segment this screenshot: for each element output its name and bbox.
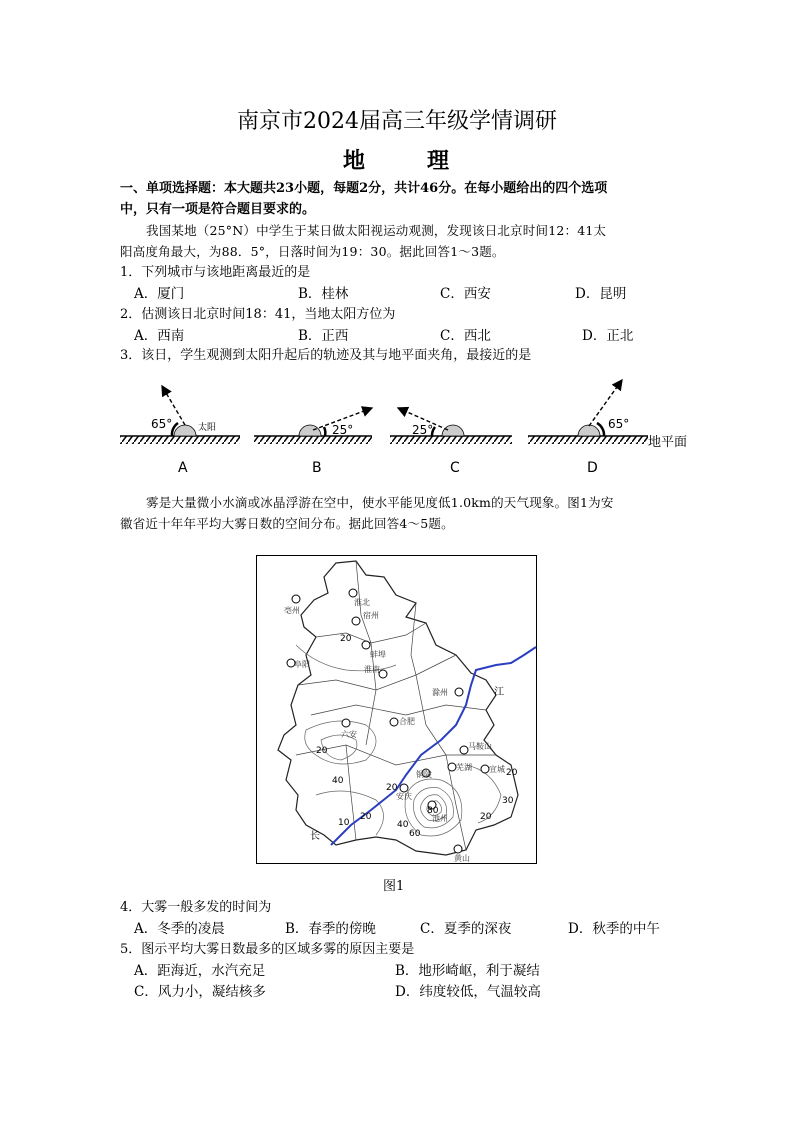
passage-1-line: 阳高度角最大，为88．5°，日落时间为19：30。据此回答1～3题。 xyxy=(120,244,505,259)
city-label: 淮北 xyxy=(354,598,370,607)
question-3-stem: 3．该日，学生观测到太阳升起后的轨迹及其与地平面夹角，最接近的是 xyxy=(120,348,532,363)
contour-label: 20 xyxy=(480,812,492,822)
passage-1-line: 我国某地（25°N）中学生于某日做太阳视运动观测，发现该日北京时间12：41太 xyxy=(146,223,607,238)
q1-option-a[interactable]: A．厦门 xyxy=(134,286,185,302)
city-label: 黄山 xyxy=(454,854,470,863)
sun-path-diagram xyxy=(110,370,700,482)
question-1-stem: 1．下列城市与该地距离最近的是 xyxy=(120,265,311,280)
city-label: 六安 xyxy=(341,730,357,739)
city-label: 安庆 xyxy=(396,792,412,801)
figure-caption: 图1 xyxy=(383,879,405,894)
question-5-stem: 5．图示平均大雾日数最多的区域多雾的原因主要是 xyxy=(120,942,415,957)
contour-label: 20 xyxy=(506,768,518,778)
panel-d[interactable] xyxy=(528,380,687,476)
contour-label: 20 xyxy=(340,634,352,644)
contour-label: 40 xyxy=(332,776,344,786)
city-label: 宿州 xyxy=(363,611,379,620)
panel-label-c: C xyxy=(450,460,460,476)
panel-label-b: B xyxy=(312,460,322,476)
contour-label: 80 xyxy=(427,806,439,816)
q5-option-a[interactable]: A．距海近，水汽充足 xyxy=(134,963,266,979)
q1-option-d[interactable]: D．昆明 xyxy=(575,286,627,302)
contour-label: 20 xyxy=(360,812,372,822)
angle-label-a: 65° xyxy=(151,417,173,431)
contour-label: 20 xyxy=(316,746,328,756)
q2-option-b[interactable]: B．正西 xyxy=(298,328,349,344)
q4-option-a[interactable]: A．冬季的凌晨 xyxy=(134,921,225,937)
contour-label: 10 xyxy=(338,818,350,828)
panel-label-a: A xyxy=(178,460,188,476)
sun-label: 太阳 xyxy=(198,423,217,433)
section-heading: 一、单项选择题：本大题共23小题，每题2分，共计46分。在每小题给出的四个选项 xyxy=(120,181,608,196)
panel-b[interactable] xyxy=(254,408,372,476)
q2-option-a[interactable]: A．西南 xyxy=(134,328,185,344)
subject-char: 地 xyxy=(342,148,367,174)
city-label: 亳州 xyxy=(284,606,300,615)
city-label: 淮南 xyxy=(364,665,380,674)
passage-2-line: 雾是大量微小水滴或冰晶浮游在空中，使水平能见度低1.0km的天气现象。图1为安 xyxy=(146,495,614,510)
q4-option-d[interactable]: D．秋季的中午 xyxy=(568,921,660,937)
contour-label: 60 xyxy=(409,829,421,839)
city-label: 阜阳 xyxy=(294,660,310,669)
question-4-stem: 4．大雾一般多发的时间为 xyxy=(120,900,272,915)
panel-c[interactable] xyxy=(390,408,512,476)
horizon-label: 地平面 xyxy=(648,435,688,450)
q4-option-c[interactable]: C．夏季的深夜 xyxy=(420,921,512,937)
contour-label: 40 xyxy=(397,820,409,830)
river-label: 江 xyxy=(494,687,504,698)
panel-a[interactable] xyxy=(120,386,240,476)
contour-label: 30 xyxy=(502,796,514,806)
river-label: 长 xyxy=(310,831,320,842)
page-title: 南京市2024届高三年级学情调研 xyxy=(237,109,557,134)
q2-option-d[interactable]: D．正北 xyxy=(582,328,634,344)
city-label: 池州 xyxy=(432,814,448,823)
city-label: 铜陵 xyxy=(416,770,432,779)
passage-2-line: 徽省近十年年平均大雾日数的空间分布。据此回答4～5题。 xyxy=(120,516,454,531)
q5-option-d[interactable]: D．纬度较低，气温较高 xyxy=(395,984,541,1000)
q5-option-c[interactable]: C．风力小，凝结核多 xyxy=(134,984,266,1000)
contour-label: 20 xyxy=(386,783,398,793)
q5-option-b[interactable]: B．地形崎岖，利于凝结 xyxy=(395,963,540,979)
city-label: 宣城 xyxy=(489,765,505,774)
subject-char: 理 xyxy=(427,148,452,174)
angle-label-c: 25° xyxy=(412,423,434,437)
angle-label-b: 25° xyxy=(332,423,354,437)
city-label: 芜湖 xyxy=(456,763,472,772)
city-label: 合肥 xyxy=(399,717,415,726)
panel-label-d: D xyxy=(587,460,598,476)
subject-title xyxy=(0,144,794,175)
city-label: 马鞍山 xyxy=(468,742,492,751)
city-label: 蚌埠 xyxy=(370,650,386,659)
section-heading-cont: 中，只有一项是符合题目要求的。 xyxy=(120,202,316,217)
q1-option-b[interactable]: B．桂林 xyxy=(298,286,349,302)
q4-option-b[interactable]: B．春季的傍晚 xyxy=(285,921,376,937)
question-2-stem: 2．估测该日北京时间18：41，当地太阳方位为 xyxy=(120,307,396,322)
fog-days-map xyxy=(256,555,537,864)
angle-label-d: 65° xyxy=(608,417,630,431)
q2-option-c[interactable]: C．西北 xyxy=(440,328,491,344)
city-label: 滁州 xyxy=(432,688,448,697)
q1-option-c[interactable]: C．西安 xyxy=(440,286,491,302)
